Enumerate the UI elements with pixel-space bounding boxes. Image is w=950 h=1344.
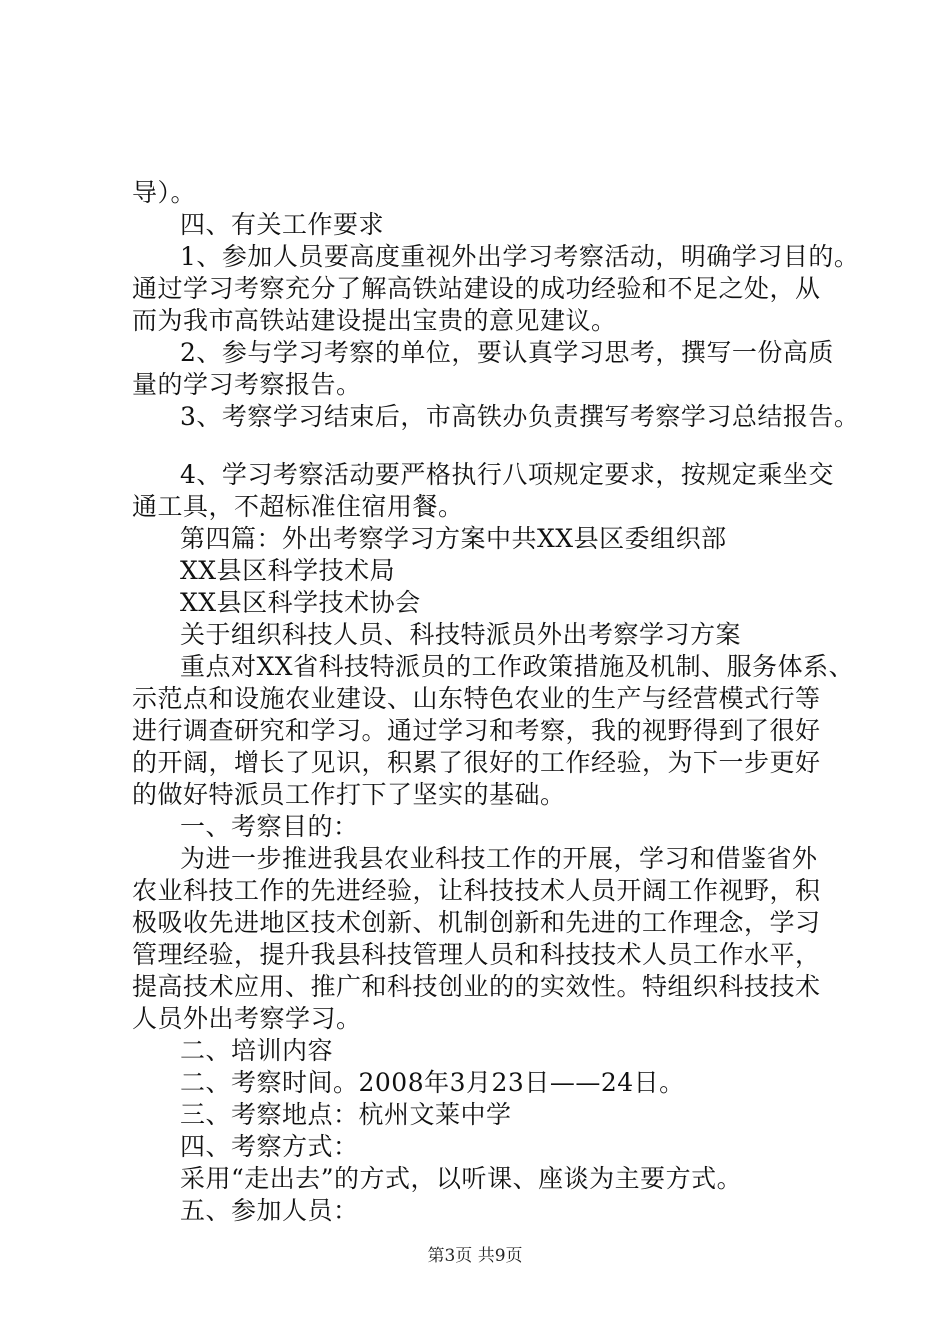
section-heading: 五、参加人员：	[180, 1196, 359, 1225]
section-heading: 一、考察目的：	[180, 812, 359, 841]
text-line: 农业科技工作的先进经验，让科技技术人员开阔工作视野，积	[132, 876, 821, 905]
text-line: XX县区科学技术局	[180, 556, 396, 585]
section-heading: 四、有关工作要求	[180, 210, 385, 239]
chapter-heading: 第四篇：外出考察学习方案中共XX县区委组织部	[180, 524, 727, 553]
text-line: 而为我市高铁站建设提出宝贵的意见建议。	[132, 306, 617, 335]
text-line: 量的学习考察报告。	[132, 370, 362, 399]
text-line: 的开阔，增长了见识，积累了很好的工作经验，为下一步更好	[132, 748, 821, 777]
text-line: 导）。	[132, 178, 197, 207]
text-line: 2、参与学习考察的单位，要认真学习思考，撰写一份高质	[180, 338, 834, 367]
text-line: 采用“走出去”的方式，以听课、座谈为主要方式。	[180, 1164, 743, 1193]
section-heading: 四、考察方式：	[180, 1132, 359, 1161]
text-line: 的做好特派员工作打下了坚实的基础。	[132, 780, 566, 809]
text-line: 3、考察学习结束后，市高铁办负责撰写考察学习总结报告。	[180, 402, 860, 431]
section-heading: 二、考察时间。2008年3月23日——24日。	[180, 1068, 685, 1097]
page-footer: 第3页 共9页	[427, 1246, 523, 1266]
text-line: 人员外出考察学习。	[132, 1004, 362, 1033]
text-line: 通过学习考察充分了解高铁站建设的成功经验和不足之处，从	[132, 274, 821, 303]
text-line: 管理经验，提升我县科技管理人员和科技技术人员工作水平，	[132, 940, 821, 969]
text-line: 极吸收先进地区技术创新、机制创新和先进的工作理念，学习	[132, 908, 821, 937]
document-title: 关于组织科技人员、科技特派员外出考察学习方案	[180, 620, 742, 649]
section-heading: 二、培训内容	[180, 1036, 334, 1065]
text-line: 重点对XX省科技特派员的工作政策措施及机制、服务体系、	[180, 652, 855, 681]
text-line: 4、学习考察活动要严格执行八项规定要求，按规定乘坐交	[180, 460, 834, 489]
text-line: 提高技术应用、推广和科技创业的的实效性。特组织科技技术	[132, 972, 821, 1001]
text-line: XX县区科学技术协会	[180, 588, 421, 617]
text-line: 通工具，不超标准住宿用餐。	[132, 492, 464, 521]
text-line: 1、参加人员要高度重视外出学习考察活动，明确学习目的。	[180, 242, 860, 271]
text-line: 示范点和设施农业建设、山东特色农业的生产与经营模式行等	[132, 684, 821, 713]
text-line: 进行调查研究和学习。通过学习和考察，我的视野得到了很好	[132, 716, 821, 745]
text-line: 为进一步推进我县农业科技工作的开展，学习和借鉴省外	[180, 844, 818, 873]
section-heading: 三、考察地点：杭州文莱中学	[180, 1100, 512, 1129]
